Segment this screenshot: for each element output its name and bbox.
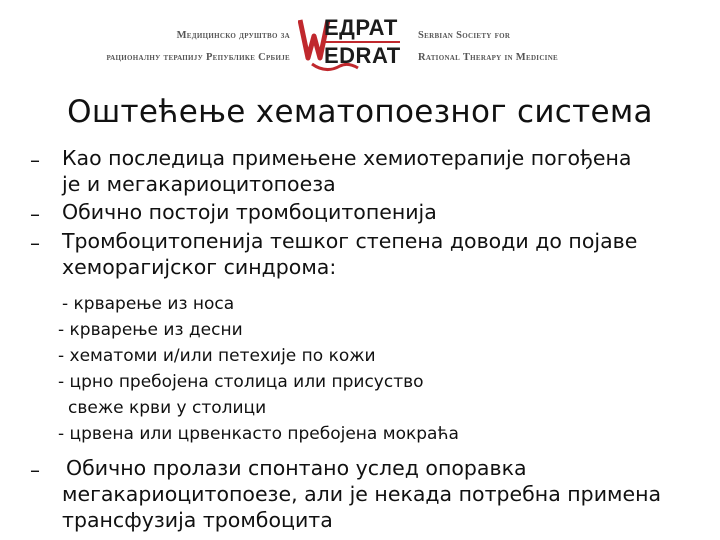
bullet-3-line-1: Тромбоцитопенија тешког степена доводи до појаве [62,229,638,253]
org-name-english-line1: Serbian Society for [418,30,511,41]
org-name-serbian-line2: рационалну терапију Републике Србије [106,52,290,63]
bullet-marker: – [30,458,40,482]
symptom-item: - хематоми и/или петехије по кожи [58,346,376,366]
bullet-marker: – [30,231,40,255]
bullet-4-line-1: Обично пролази спонтано услед опоравка [66,456,527,480]
symptom-item: - црвена или црвенкасто пребојена мокраћа [58,424,459,444]
logo-text-cyrillic: ЕДРАТ [324,15,398,40]
bullet-marker: – [30,148,40,172]
symptom-item-continuation: свеже крви у столици [68,398,267,418]
slide-header [0,0,720,92]
org-name-serbian-line1: Медицинско друштво за [176,30,290,41]
slide-title: Оштећење хематопоезног система [67,94,653,130]
bullet-4-line-3: трансфузија тромбоцита [62,508,333,532]
bullet-1-line-2: је и мегакариоцитопоеза [62,172,336,196]
symptom-item: - крварење из десни [58,320,243,340]
logo-text-latin: EDRAT [324,43,401,68]
bullet-3-line-2: хеморагијског синдрома: [62,255,337,279]
bullet-1-line-1: Као последица примењене хемиотерапије погођена [62,146,632,170]
org-name-serbian [68,25,290,69]
sedrat-logo [298,14,404,78]
org-name-english [418,25,618,69]
bullet-marker: – [30,202,40,226]
org-name-english-line2: Rational Therapy in Medicine [418,52,559,63]
symptom-item: - црно пребојена столица или присуство [58,372,424,392]
bullet-4-line-2: мегакариоцитопоезе, али је некада потребна примена [62,482,662,506]
bullet-2-line-1: Обично постоји тромбоцитопенија [62,200,437,224]
symptom-item: - крварење из носа [62,294,235,314]
